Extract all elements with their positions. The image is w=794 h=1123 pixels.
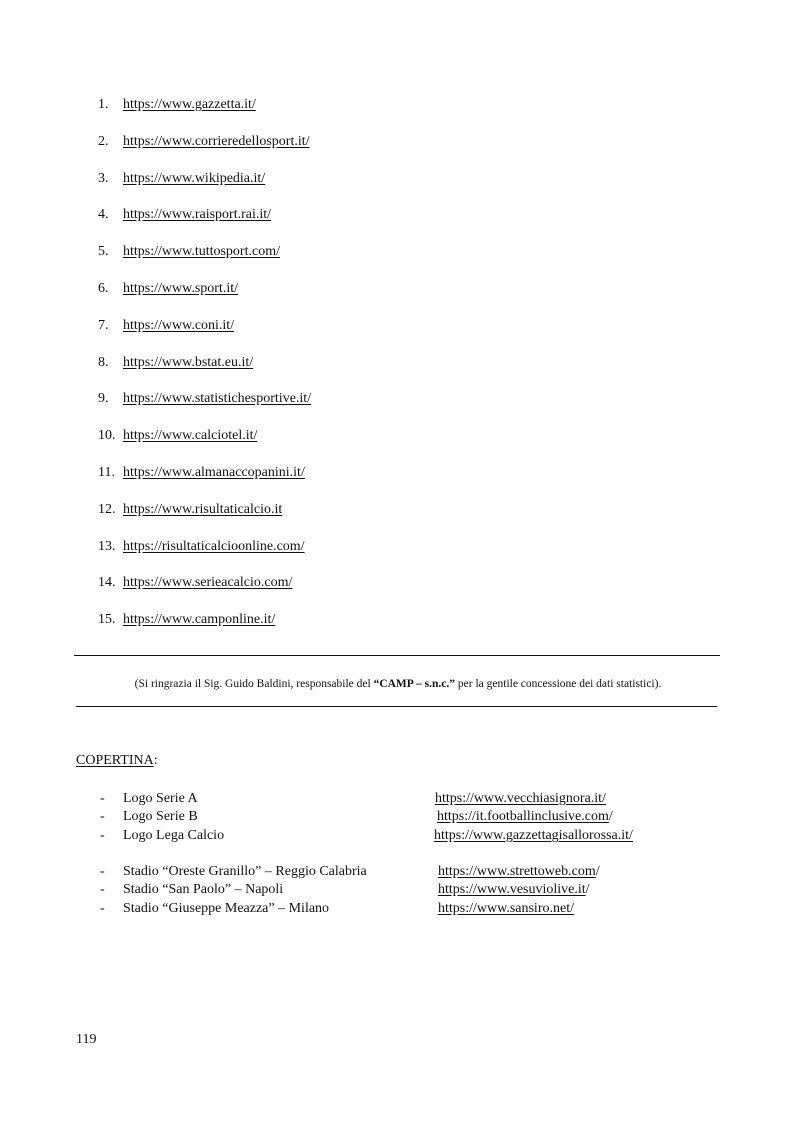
list-item — [98, 206, 271, 224]
cover-item-trail: / — [595, 864, 600, 879]
cover-title: COPERTINA — [76, 753, 154, 768]
list-item — [98, 354, 253, 372]
list-number: 8. — [98, 355, 109, 370]
source-link[interactable]: https://www.coni.it/ — [123, 318, 235, 333]
cover-item-label: Logo Lega Calcio — [123, 828, 225, 843]
list-number: 2. — [98, 134, 109, 149]
list-item — [98, 133, 310, 151]
bullet-dash: - — [100, 828, 105, 843]
cover-item-link[interactable]: https://www.gazzettagisallorossa.it/ — [434, 828, 633, 843]
list-item — [98, 427, 257, 445]
cover-item-label: Logo Serie B — [123, 809, 198, 824]
bullet-dash: - — [100, 864, 105, 879]
list-item — [98, 170, 265, 188]
source-link[interactable]: https://www.statistichesportive.it/ — [123, 391, 312, 406]
cover-item-link[interactable]: https://it.footballinclusive.com — [437, 809, 609, 824]
list-item — [98, 96, 256, 114]
cover-item-link[interactable]: https://www.vesuviolive.it — [438, 882, 586, 897]
cover-item-link[interactable]: https://www.sansiro.net/ — [438, 901, 574, 916]
list-number: 15. — [98, 612, 116, 627]
source-link[interactable]: https://www.sport.it/ — [123, 281, 238, 296]
cover-item-trail: / — [585, 882, 590, 897]
source-link[interactable]: https://www.tuttosport.com/ — [123, 244, 280, 259]
ack-company: “CAMP – s.n.c.” — [373, 678, 456, 690]
list-item — [98, 501, 282, 519]
source-link[interactable]: https://www.calciotel.it/ — [123, 428, 258, 443]
ack-suffix: per la gentile concessione dei dati statistici). — [455, 678, 662, 690]
cover-heading — [76, 752, 158, 770]
bullet-dash: - — [100, 901, 105, 916]
cover-item-label: Logo Serie A — [123, 791, 198, 806]
list-item — [98, 390, 311, 408]
list-number: 6. — [98, 281, 109, 296]
bullet-dash: - — [100, 791, 105, 806]
source-link[interactable]: https://www.almanaccopanini.it/ — [123, 465, 305, 480]
source-link[interactable]: https://www.bstat.eu.it/ — [123, 355, 254, 370]
list-number: 7. — [98, 318, 109, 333]
source-link[interactable]: https://www.raisport.rai.it/ — [123, 207, 272, 222]
list-item — [98, 280, 238, 298]
list-item — [98, 317, 234, 335]
cover-item-label: Stadio “Giuseppe Meazza” – Milano — [123, 901, 330, 916]
source-link[interactable]: https://www.wikipedia.it/ — [123, 171, 266, 186]
source-link[interactable]: https://www.gazzetta.it/ — [123, 97, 256, 112]
list-number: 14. — [98, 575, 116, 590]
list-number: 13. — [98, 539, 116, 554]
top-divider — [74, 655, 720, 656]
list-item — [98, 464, 305, 482]
acknowledgement-note — [76, 676, 720, 692]
source-link[interactable]: https://risultaticalcioonline.com/ — [123, 539, 305, 554]
source-link[interactable]: https://www.serieacalcio.com/ — [123, 575, 293, 590]
cover-item-label: Stadio “San Paolo” – Napoli — [123, 882, 284, 897]
list-number: 12. — [98, 502, 116, 517]
list-item — [98, 538, 305, 556]
cover-title-colon: : — [153, 753, 158, 768]
source-link[interactable]: https://www.risultaticalcio.it — [123, 502, 283, 517]
source-link[interactable]: https://www.corrieredellosport.it/ — [123, 134, 310, 149]
page-number: 119 — [76, 1032, 97, 1047]
cover-item-label: Stadio “Oreste Granillo” – Reggio Calabria — [123, 864, 367, 879]
bottom-divider — [76, 706, 717, 707]
list-number: 10. — [98, 428, 116, 443]
cover-item-link[interactable]: https://www.strettoweb.com — [438, 864, 596, 879]
cover-item-link[interactable]: https://www.vecchiasignora.it/ — [435, 791, 606, 806]
list-number: 11. — [98, 465, 115, 480]
list-number: 3. — [98, 171, 109, 186]
ack-prefix: (Si ringrazia il Sig. Guido Baldini, responsabile del — [134, 678, 374, 690]
source-link[interactable]: https://www.camponline.it/ — [123, 612, 276, 627]
bullet-dash: - — [100, 882, 105, 897]
list-number: 9. — [98, 391, 109, 406]
bullet-dash: - — [100, 809, 105, 824]
list-item — [98, 243, 280, 261]
cover-item-trail: / — [608, 809, 613, 824]
list-item — [98, 611, 275, 629]
list-number: 4. — [98, 207, 109, 222]
list-item — [98, 574, 292, 592]
list-number: 1. — [98, 97, 109, 112]
list-number: 5. — [98, 244, 109, 259]
